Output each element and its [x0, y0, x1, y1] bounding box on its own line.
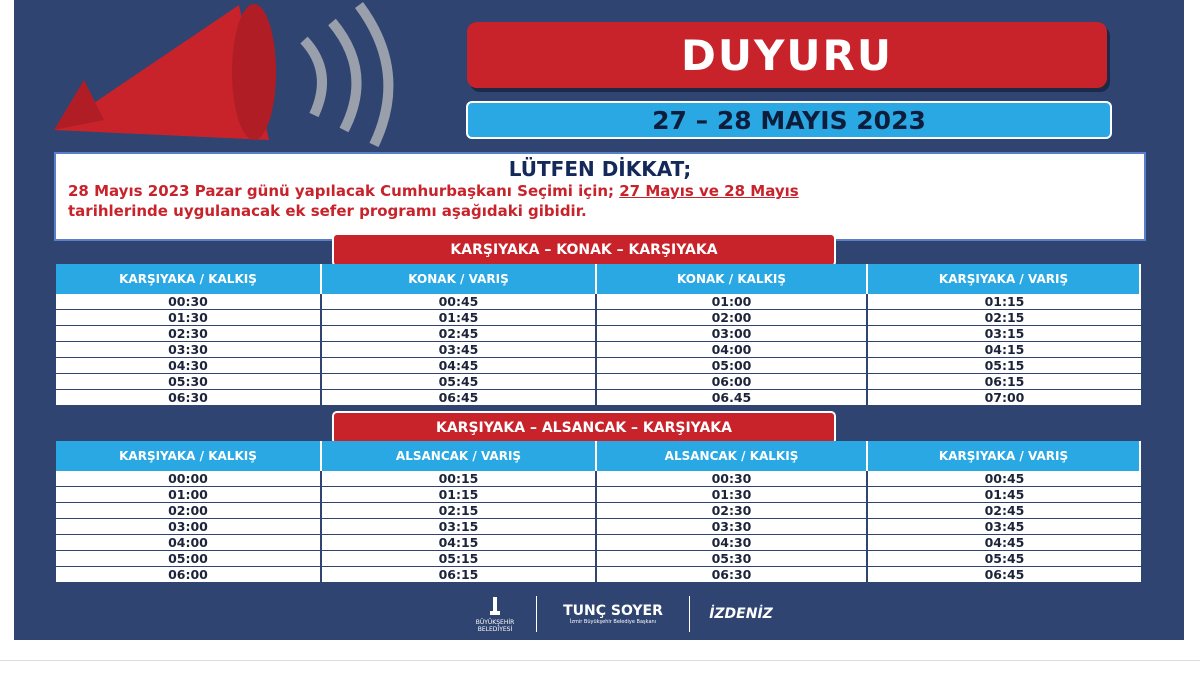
time-cell: 00:45: [322, 294, 597, 310]
time-cell: 01:00: [56, 487, 322, 503]
time-cell: 03:30: [56, 342, 322, 358]
time-cell: 00:00: [56, 471, 322, 487]
timetable-alsancak: [56, 441, 1141, 583]
time-cell: 02:00: [56, 503, 322, 519]
time-cell: 01:15: [322, 487, 597, 503]
time-cell: 02:45: [322, 326, 597, 342]
municipality-name: BÜYÜKŞEHİR BELEDİYESİ: [475, 619, 515, 633]
column-header: KONAK / VARIŞ: [322, 264, 597, 294]
time-cell: 01:30: [597, 487, 868, 503]
time-cell: 00:15: [322, 471, 597, 487]
notice-dates-underlined: 27 Mayıs ve 28 Mayıs: [619, 182, 799, 200]
route-title-konak: KARŞIYAKA – KONAK – KARŞIYAKA: [332, 233, 836, 267]
time-cell: 00:45: [868, 471, 1141, 487]
time-cell: 02:30: [56, 326, 322, 342]
time-cell: 01:15: [868, 294, 1141, 310]
logo-divider: [689, 596, 690, 632]
time-cell: 06:00: [597, 374, 868, 390]
time-cell: 00:30: [597, 471, 868, 487]
column-header: ALSANCAK / KALKIŞ: [597, 441, 868, 471]
title-banner: [467, 22, 1107, 88]
mayor-name: TUNÇ SOYER: [563, 603, 663, 619]
time-cell: 05:45: [322, 374, 597, 390]
notice-box: [54, 152, 1146, 241]
time-cell: 05:15: [322, 551, 597, 567]
poster-date: 27 – 28 MAYIS 2023: [652, 105, 926, 135]
time-cell: 05:30: [597, 551, 868, 567]
time-cell: 06.45: [597, 390, 868, 406]
time-cell: 02:00: [597, 310, 868, 326]
date-banner: [466, 101, 1112, 139]
time-cell: 01:45: [322, 310, 597, 326]
time-cell: 02:30: [597, 503, 868, 519]
notice-line-1: [56, 181, 1144, 201]
logo-divider: [536, 596, 537, 632]
time-cell: 03:00: [56, 519, 322, 535]
column-header: KONAK / KALKIŞ: [597, 264, 868, 294]
time-cell: 03:45: [868, 519, 1141, 535]
time-cell: 04:30: [56, 358, 322, 374]
time-cell: 06:00: [56, 567, 322, 583]
time-cell: 05:30: [56, 374, 322, 390]
time-cell: 05:15: [868, 358, 1141, 374]
time-cell: 03:15: [868, 326, 1141, 342]
time-cell: 03:15: [322, 519, 597, 535]
time-cell: 05:00: [597, 358, 868, 374]
time-cell: 06:30: [597, 567, 868, 583]
time-cell: 05:45: [868, 551, 1141, 567]
route-title-alsancak: KARŞIYAKA – ALSANCAK – KARŞIYAKA: [332, 411, 836, 445]
time-cell: 01:45: [868, 487, 1141, 503]
time-cell: 02:15: [868, 310, 1141, 326]
clock-tower-icon: [485, 595, 505, 617]
time-cell: 02:15: [322, 503, 597, 519]
time-cell: 03:30: [597, 519, 868, 535]
megaphone-icon: [14, 0, 454, 160]
mayor-logo: [543, 603, 683, 625]
time-cell: 01:30: [56, 310, 322, 326]
time-cell: 04:00: [56, 535, 322, 551]
poster-title: DUYURU: [681, 30, 893, 80]
notice-line-1-text: 28 Mayıs 2023 Pazar günü yapılacak Cumhurbaşkanı Seçimi için;: [68, 182, 620, 200]
time-cell: 01:00: [597, 294, 868, 310]
time-cell: 06:15: [868, 374, 1141, 390]
column-header: KARŞIYAKA / KALKIŞ: [56, 264, 322, 294]
footer-logos: [460, 592, 790, 636]
time-cell: 06:30: [56, 390, 322, 406]
notice-heading: LÜTFEN DİKKAT;: [508, 157, 692, 181]
time-cell: 04:30: [597, 535, 868, 551]
izdeniz-logo: İZDENİZ: [709, 606, 773, 622]
time-cell: 07:00: [868, 390, 1141, 406]
time-cell: 06:15: [322, 567, 597, 583]
time-cell: 05:00: [56, 551, 322, 567]
announcement-poster: [14, 0, 1184, 640]
mayor-title: İzmir Büyükşehir Belediye Başkanı: [569, 619, 657, 625]
notice-line-2: tarihlerinde uygulanacak ek sefer programı aşağıdaki gibidir.: [68, 202, 587, 220]
time-cell: 04:15: [868, 342, 1141, 358]
time-cell: 03:00: [597, 326, 868, 342]
column-header: KARŞIYAKA / VARIŞ: [868, 441, 1141, 471]
time-cell: 06:45: [322, 390, 597, 406]
time-cell: 03:45: [322, 342, 597, 358]
time-cell: 04:00: [597, 342, 868, 358]
time-cell: 02:45: [868, 503, 1141, 519]
time-cell: 00:30: [56, 294, 322, 310]
time-cell: 04:15: [322, 535, 597, 551]
municipality-logo: [460, 595, 530, 633]
time-cell: 04:45: [868, 535, 1141, 551]
time-cell: 04:45: [322, 358, 597, 374]
page-divider: [0, 660, 1200, 661]
column-header: KARŞIYAKA / KALKIŞ: [56, 441, 322, 471]
time-cell: 06:45: [868, 567, 1141, 583]
column-header: ALSANCAK / VARIŞ: [322, 441, 597, 471]
timetable-konak: [56, 264, 1141, 406]
column-header: KARŞIYAKA / VARIŞ: [868, 264, 1141, 294]
